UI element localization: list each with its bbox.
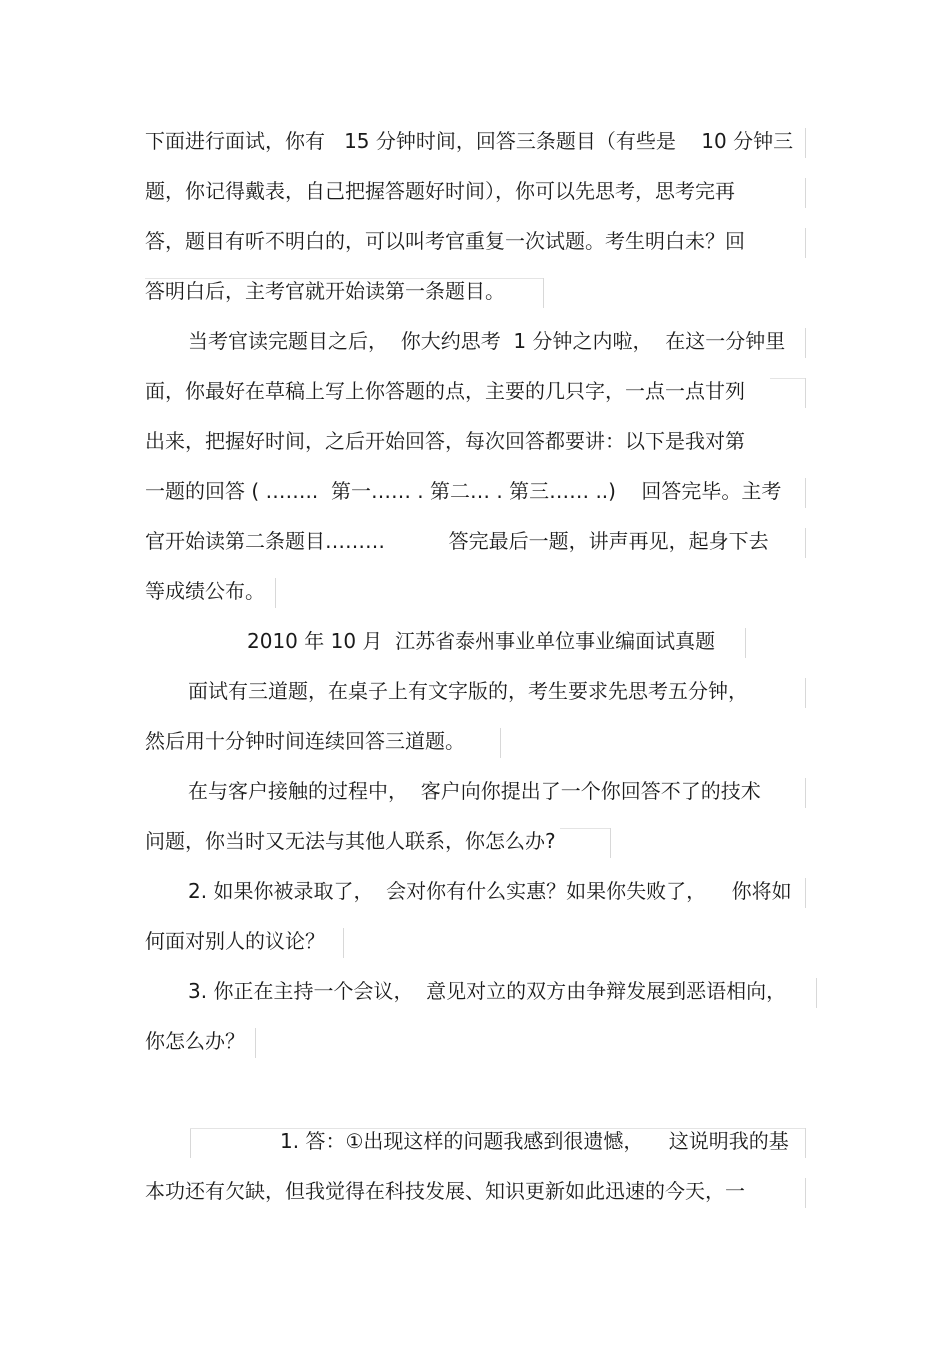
question-line: 2. 如果你被录取了， 会对你有什么实惠？如果你失败了， 你将如 — [188, 879, 792, 903]
guide-line — [805, 328, 806, 358]
paragraph-line: 面试有三道题，在桌子上有文字版的，考生要求先思考五分钟， — [188, 679, 748, 703]
section-heading: 2010 年 10 月 江苏省泰州事业单位事业编面试真题 — [247, 629, 716, 653]
guide-line — [805, 878, 806, 908]
guide-line — [805, 378, 806, 408]
guide-line — [805, 1178, 806, 1208]
question-line: 问题，你当时又无法与其他人联系，你怎么办? — [145, 829, 556, 853]
question-line: 何面对别人的议论？ — [145, 929, 325, 953]
paragraph-line: 然后用十分钟时间连续回答三道题。 — [145, 729, 465, 753]
guide-line — [805, 478, 806, 508]
guide-line — [805, 778, 806, 808]
guide-line — [805, 178, 806, 208]
paragraph-line: 答，题目有听不明白的，可以叫考官重复一次试题。考生明白未？回 — [145, 229, 745, 253]
guide-line — [275, 578, 276, 608]
guide-line — [745, 628, 746, 658]
question-line: 3. 你正在主持一个会议， 意见对立的双方由争辩发展到恶语相向， — [188, 979, 787, 1003]
answer-line: 本功还有欠缺，但我觉得在科技发展、知识更新如此迅速的今天，一 — [145, 1179, 745, 1203]
answer-line: 1. 答：①出现这样的问题我感到很遗憾， 这说明我的基 — [280, 1129, 789, 1153]
guide-line — [255, 1028, 256, 1058]
guide-line — [610, 828, 611, 858]
paragraph-line: 当考官读完题目之后， 你大约思考 1 分钟之内啦， 在这一分钟里 — [188, 329, 786, 353]
guide-line — [500, 728, 501, 758]
question-line: 你怎么办？ — [145, 1029, 245, 1053]
guide-line — [805, 228, 806, 258]
question-line: 在与客户接触的过程中， 客户向你提出了一个你回答不了的技术 — [188, 779, 761, 803]
guide-line — [543, 278, 544, 308]
guide-line — [805, 528, 806, 558]
paragraph-line: 一题的回答 ( …….. 第一…… . 第二… . 第三…… ..) 回答完毕。主考 — [145, 479, 782, 503]
guide-line — [805, 1128, 806, 1158]
guide-line — [805, 678, 806, 708]
guide-line — [343, 928, 344, 958]
paragraph-line: 面，你最好在草稿上写上你答题的点，主要的几只字，一点一点甘列 — [145, 379, 745, 403]
paragraph-line: 题，你记得戴表，自己把握答题好时间），你可以先思考，思考完再 — [145, 179, 735, 203]
guide-line — [816, 978, 817, 1008]
paragraph-line: 答明白后，主考官就开始读第一条题目。 — [145, 279, 505, 303]
paragraph-line: 官开始读第二条题目……… 答完最后一题，讲声再见，起身下去 — [145, 529, 769, 553]
guide-line — [770, 378, 805, 379]
guide-line — [560, 828, 610, 829]
paragraph-line: 下面进行面试，你有 15 分钟时间，回答三条题目（有些是 10 分钟三 — [145, 129, 794, 153]
paragraph-line: 等成绩公布。 — [145, 579, 265, 603]
guide-line — [805, 128, 806, 158]
guide-line — [190, 1128, 191, 1158]
paragraph-line: 出来，把握好时间，之后开始回答，每次回答都要讲：以下是我对第 — [145, 429, 745, 453]
